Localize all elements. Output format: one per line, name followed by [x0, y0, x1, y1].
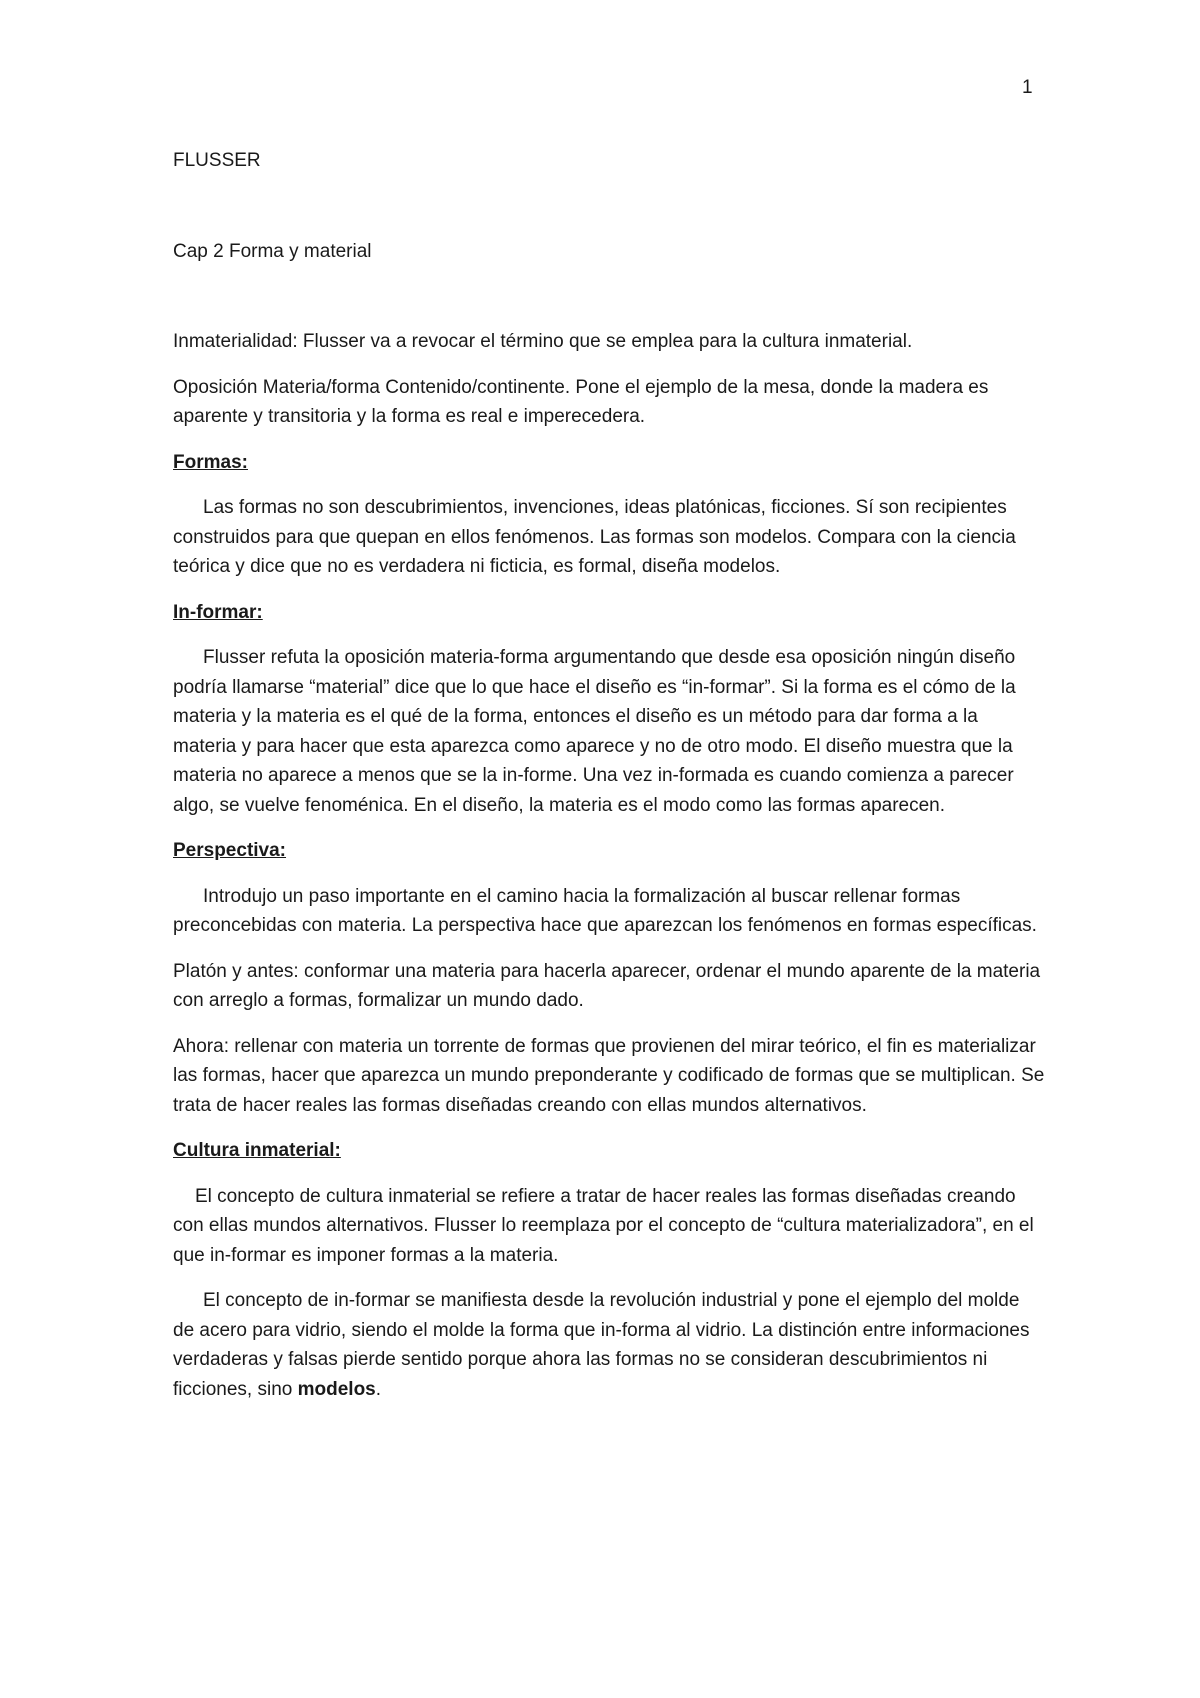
- formas-paragraph-1: Las formas no son descubrimientos, invenciones, ideas platónicas, ficciones. Sí son recipientes construidos para que quepan en ellos fenómenos. Las formas son modelos. Compara con la ciencia teórica y dice que no es verdadera ni ficticia, es formal, diseña modelos.: [173, 497, 1016, 577]
- perspectiva-paragraph-3: Ahora: rellenar con materia un torrente de formas que provienen del mirar teórico, el fin es materializar las formas, hacer que aparezca un mundo preponderante y codificado de formas que se multiplican. Se trata de hacer reales las formas diseñadas creando con ellas mundos alternativos.: [173, 1035, 1045, 1116]
- page-number: 1: [1022, 77, 1033, 98]
- cultura-paragraph-1: El concepto de cultura inmaterial se refiere a tratar de hacer reales las formas diseñadas creando con ellas mundos alternativos. Flusser lo reemplaza por el concepto de “cultura materializadora”, en el que in-formar es imponer formas a la materia.: [173, 1185, 1034, 1266]
- section-heading-cultura-inmaterial: Cultura inmaterial:: [173, 1140, 341, 1161]
- perspectiva-paragraph-1: Introdujo un paso importante en el camino hacia la formalización al buscar rellenar formas preconcebidas con materia. La perspectiva hace que aparezcan los fenómenos en formas específicas.: [173, 885, 1037, 936]
- document-body: [173, 146, 1045, 1420]
- section-heading-perspectiva: Perspectiva:: [173, 840, 287, 861]
- cultura-paragraph-2-end: .: [375, 1378, 382, 1400]
- intro-paragraph-1: Inmaterialidad: Flusser va a revocar el término que se emplea para la cultura inmaterial.: [173, 331, 913, 352]
- section-heading-formas: Formas:: [173, 451, 248, 473]
- perspectiva-paragraph-2: Platón y antes: conformar una materia para hacerla aparecer, ordenar el mundo aparente de la materia con arreglo a formas, formalizar un mundo dado.: [173, 960, 1041, 1011]
- section-heading-informar: In-formar:: [173, 601, 263, 623]
- cultura-paragraph-2-text: El concepto de in-formar se manifiesta desde la revolución industrial y pone el ejemplo del molde de acero para vidrio, siendo el molde la forma que in-forma al vidrio. La distinción entre informaciones verdaderas y falsas pierde sentido porque ahora las formas no se consideran descubrimientos ni ficciones, sino: [173, 1290, 1030, 1400]
- chapter-title: Cap 2 Forma y material: [173, 240, 372, 262]
- cultura-paragraph-2-bold: modelos: [297, 1378, 376, 1400]
- document-title: FLUSSER: [173, 150, 261, 171]
- intro-paragraph-2: Oposición Materia/forma Contenido/continente. Pone el ejemplo de la mesa, donde la madera es aparente y transitoria y la forma es real e imperecedera.: [173, 376, 989, 427]
- informar-paragraph-1: Flusser refuta la oposición materia-forma argumentando que desde esa oposición ningún diseño podría llamarse “material” dice que lo que hace el diseño es “in-formar”. Si la forma es el cómo de la materia y la materia es el qué de la forma, entonces el diseño es un método para dar forma a la materia y para hacer que esta aparezca como aparece y no de otro modo. El diseño muestra que la materia no aparece a menos que se la in-forme. Una vez in-formada es cuando comienza a parecer algo, se vuelve fenoménica. En el diseño, la materia es el modo como las formas aparecen.: [173, 647, 1016, 816]
- cultura-paragraph-2: [173, 1286, 1045, 1404]
